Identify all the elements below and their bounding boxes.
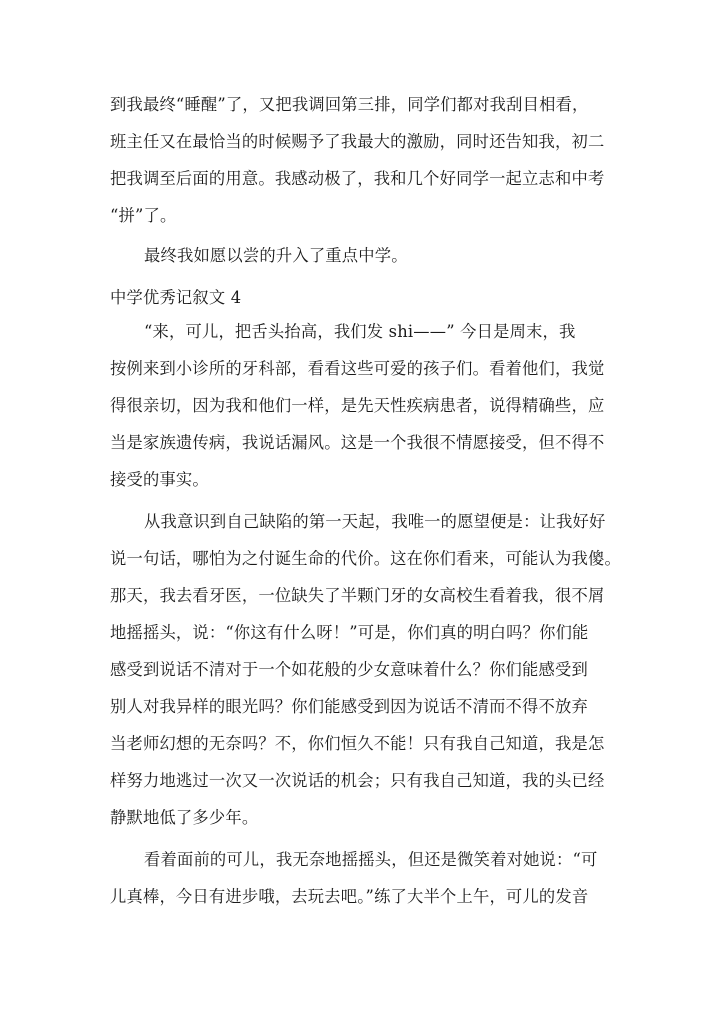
text-line: 说一句话，哪怕为之付诞生命的代价。这在你们看来，可能认为我傻。	[110, 549, 621, 568]
text-line: 把我调至后面的用意。我感动极了，我和几个好同学一起立志和中考	[110, 169, 605, 188]
text-line: 按例来到小诊所的牙科部，看看这些可爱的孩子们。看着他们，我觉	[110, 359, 605, 378]
text-line: 接受的事实。	[110, 470, 209, 489]
text-line: 到我最终“睡醒”了，又把我调回第三排，同学们都对我刮目相看，	[110, 95, 589, 114]
paragraph-1	[110, 86, 610, 234]
text-line: 当是家族遗传病，我说话漏风。这是一个我很不情愿接受，但不得不	[110, 433, 605, 452]
text-line: 地摇摇头，说：“你这有什么呀！”可是，你们真的明白吗？你们能	[110, 623, 589, 642]
text-line: 得很亲切，因为我和他们一样，是先天性疾病患者，说得精确些，应	[110, 396, 605, 415]
paragraph-3	[110, 313, 610, 498]
text-line: 静默地低了多少年。	[110, 808, 259, 827]
paragraph-4	[110, 503, 621, 836]
paragraph-2	[110, 237, 610, 274]
text-line: 从我意识到自己缺陷的第一天起，我唯一的愿望便是：让我好好	[144, 512, 606, 531]
text-line: “来，可儿，把舌头抬高，我们发 shi——” 今日是周末，我	[144, 322, 576, 341]
text-line: “拼”了。	[110, 206, 177, 225]
text-line: 别人对我异样的眼光吗？你们能感受到因为说话不清而不得不放弃	[110, 697, 588, 716]
text-line: 当老师幻想的无奈吗？不，你们恒久不能！只有我自己知道，我是怎	[110, 734, 605, 753]
text-line: 感受到说话不清对于一个如花般的少女意味着什么？你们能感受到	[110, 660, 588, 679]
text-line: 儿真棒，今日有进步哦，去玩去吧。”练了大半个上午，可儿的发音	[110, 887, 589, 906]
text-line: 那天，我去看牙医，一位缺失了半颗门牙的女高校生看着我，很不屑	[110, 586, 605, 605]
text-line: 样努力地逃过一次又一次说话的机会；只有我自己知道，我的头已经	[110, 771, 605, 790]
text-line: 班主任又在最恰当的时候赐予了我最大的激励，同时还告知我，初二	[110, 132, 605, 151]
paragraph-5	[110, 841, 610, 915]
heading-text: 中学优秀记叙文 4	[110, 288, 242, 307]
text-line: 最终我如愿以尝的升入了重点中学。	[144, 246, 408, 265]
section-heading	[110, 279, 610, 316]
text-line: 看着面前的可儿，我无奈地摇摇头，但还是微笑着对她说：“可	[144, 850, 598, 869]
